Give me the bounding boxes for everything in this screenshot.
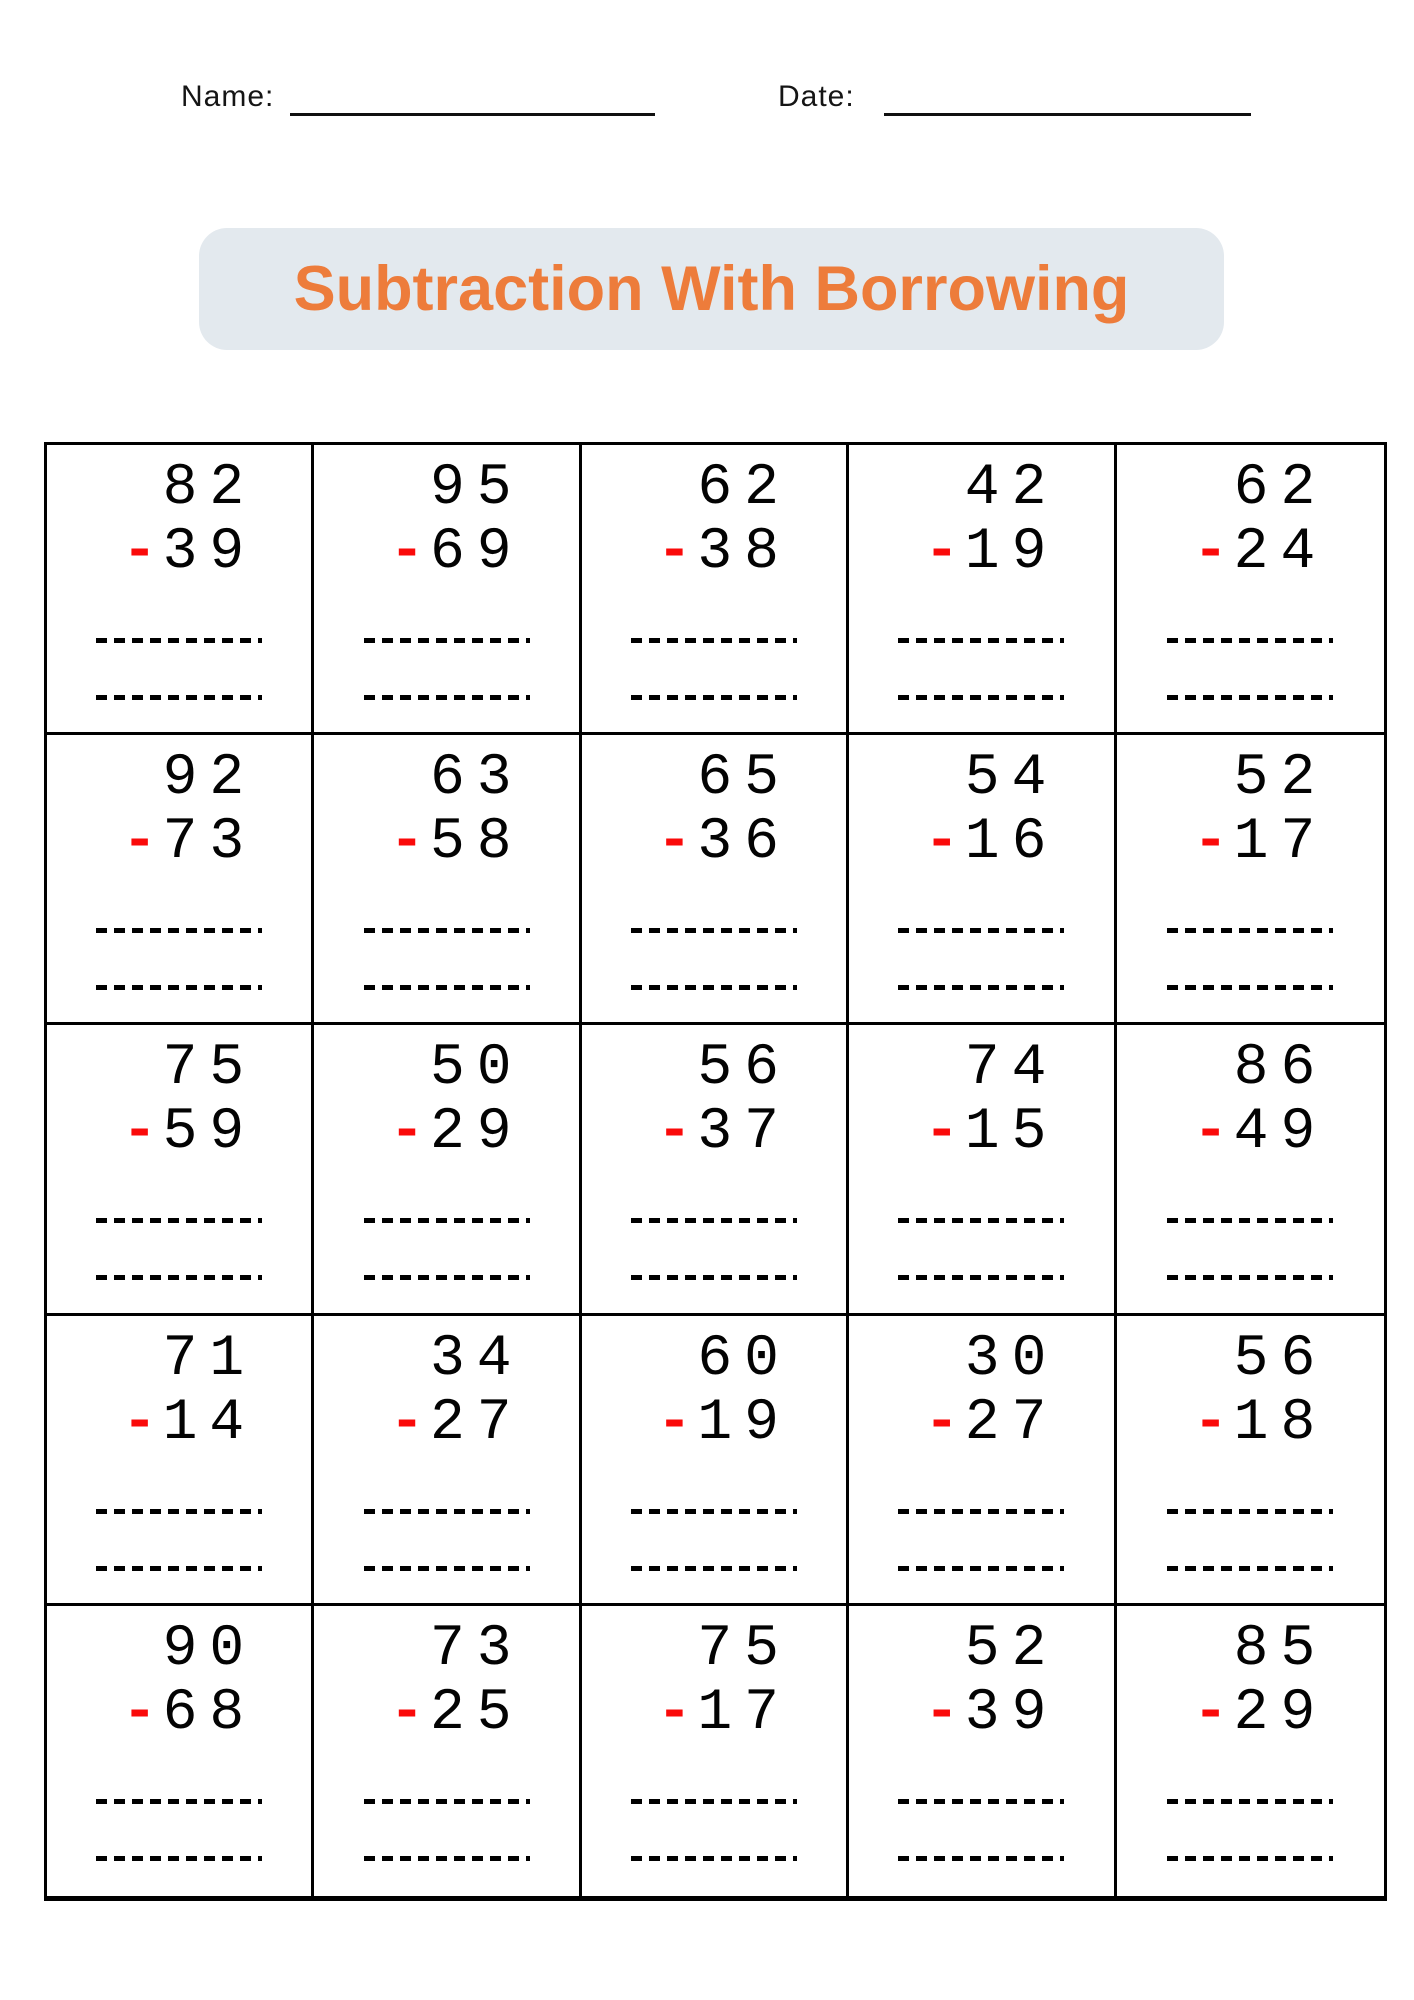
minus-sign: - [122, 1390, 157, 1456]
problem-cell [314, 735, 581, 1025]
answer-line [631, 638, 797, 643]
subtrahend: 27 [964, 1390, 1059, 1456]
subtrahend-row [364, 1392, 530, 1456]
minus-sign: - [656, 1390, 692, 1456]
page-title: Subtraction With Borrowing [293, 254, 1130, 324]
subtrahend: 29 [1233, 1680, 1328, 1746]
problem-cell [47, 735, 314, 1025]
answer-line [1167, 1566, 1333, 1571]
answer-line [1167, 985, 1333, 990]
answer-line [631, 1566, 797, 1571]
answer-line [96, 1566, 262, 1571]
problem-cell [47, 1316, 314, 1606]
problem-cell [1117, 1606, 1384, 1896]
subtrahend-row [898, 1392, 1064, 1456]
minuend: 90 [162, 1616, 257, 1682]
problem-cell [47, 1025, 314, 1315]
answer-line [631, 695, 797, 700]
minuend: 62 [1233, 456, 1328, 521]
problem-cell [582, 1606, 849, 1896]
minus-sign: - [122, 810, 157, 876]
answer-line [631, 1218, 797, 1223]
minuend: 56 [697, 1036, 791, 1102]
problem-cell [849, 735, 1116, 1025]
subtrahend: 59 [162, 1100, 257, 1166]
answer-line [1167, 928, 1333, 933]
answer-line [1167, 1275, 1333, 1280]
subtraction-problem [364, 1328, 530, 1571]
subtrahend-row [631, 1101, 797, 1165]
problem-cell [314, 1025, 581, 1315]
subtraction-problem [631, 1618, 797, 1861]
minuend: 63 [429, 746, 524, 812]
minuend: 92 [162, 746, 257, 812]
answer-line [364, 1799, 530, 1804]
subtrahend-row [96, 1682, 262, 1746]
subtraction-problem [898, 1618, 1064, 1861]
problem-cell [582, 1316, 849, 1606]
minus-sign: - [389, 1680, 425, 1746]
subtrahend-row [631, 811, 797, 875]
answer-line [96, 928, 262, 933]
subtrahend: 16 [964, 810, 1059, 876]
minuend: 75 [697, 1616, 791, 1682]
name-underline [290, 113, 655, 116]
subtrahend: 39 [162, 520, 257, 585]
minus-sign: - [924, 1680, 960, 1746]
problem-cell [47, 445, 314, 735]
minuend: 95 [429, 456, 524, 521]
minus-sign: - [656, 810, 692, 876]
subtrahend: 19 [697, 1390, 791, 1456]
subtraction-problem [364, 747, 530, 990]
minuend: 34 [429, 1326, 524, 1392]
minus-sign: - [656, 1100, 692, 1166]
answer-line [898, 1799, 1064, 1804]
minuend: 85 [1233, 1616, 1328, 1682]
subtrahend-row [96, 521, 262, 585]
problem-cell [314, 1606, 581, 1896]
minuend: 62 [697, 456, 791, 521]
minuend: 50 [429, 1036, 524, 1102]
date-label: Date: [778, 80, 855, 113]
subtrahend: 17 [697, 1680, 791, 1746]
minus-sign: - [924, 520, 960, 585]
subtraction-problem [631, 1037, 797, 1280]
answer-line [631, 1275, 797, 1280]
subtraction-problem [631, 1328, 797, 1571]
answer-line [1167, 695, 1333, 700]
answer-line [1167, 1218, 1333, 1223]
minuend: 42 [964, 456, 1059, 521]
minus-sign: - [1193, 1390, 1229, 1456]
minuend: 74 [964, 1036, 1059, 1102]
subtraction-problem [631, 457, 797, 700]
minus-sign: - [1193, 1100, 1229, 1166]
answer-line [631, 985, 797, 990]
subtraction-problem [1167, 1618, 1333, 1861]
date-underline [884, 113, 1251, 116]
subtrahend-row [1167, 521, 1333, 585]
minus-sign: - [1193, 520, 1229, 585]
subtrahend: 58 [429, 810, 524, 876]
answer-line [364, 928, 530, 933]
minus-sign: - [656, 520, 692, 585]
subtrahend-row [1167, 1682, 1333, 1746]
answer-line [96, 1799, 262, 1804]
subtrahend-row [631, 1392, 797, 1456]
answer-line [96, 638, 262, 643]
title-banner [199, 228, 1224, 350]
subtraction-problem [364, 1618, 530, 1861]
subtrahend-row [1167, 1101, 1333, 1165]
subtrahend-row [96, 811, 262, 875]
problem-cell [582, 445, 849, 735]
problem-cell [849, 1606, 1116, 1896]
problem-cell [582, 1025, 849, 1315]
answer-line [898, 1218, 1064, 1223]
subtrahend-row [631, 521, 797, 585]
minus-sign: - [122, 520, 157, 585]
answer-line [96, 1218, 262, 1223]
answer-line [898, 985, 1064, 990]
minuend: 82 [162, 456, 257, 521]
subtraction-problem [364, 1037, 530, 1280]
subtraction-problem [1167, 1328, 1333, 1571]
subtraction-problem [898, 747, 1064, 990]
problem-cell [314, 445, 581, 735]
answer-line [1167, 1856, 1333, 1861]
minuend: 56 [1233, 1326, 1328, 1392]
answer-line [898, 638, 1064, 643]
subtrahend-row [898, 1682, 1064, 1746]
subtrahend: 73 [162, 810, 257, 876]
minus-sign: - [389, 1100, 425, 1166]
subtrahend-row [96, 1101, 262, 1165]
problem-cell [1117, 735, 1384, 1025]
subtrahend: 24 [1233, 520, 1328, 585]
problem-cell [849, 445, 1116, 735]
subtrahend-row [898, 521, 1064, 585]
subtrahend: 38 [697, 520, 791, 585]
subtrahend-row [1167, 811, 1333, 875]
answer-line [631, 1799, 797, 1804]
subtraction-problem [96, 1618, 262, 1861]
problem-cell [1117, 1316, 1384, 1606]
minus-sign: - [1193, 810, 1229, 876]
answer-line [1167, 638, 1333, 643]
answer-line [96, 695, 262, 700]
subtrahend: 69 [429, 520, 524, 585]
answer-line [898, 1856, 1064, 1861]
answer-line [364, 1566, 530, 1571]
problem-cell [1117, 1025, 1384, 1315]
subtrahend-row [96, 1392, 262, 1456]
subtraction-problem [96, 747, 262, 990]
subtraction-problem [898, 1037, 1064, 1280]
minus-sign: - [122, 1680, 157, 1746]
subtrahend-row [898, 1101, 1064, 1165]
minuend: 52 [1233, 746, 1328, 812]
subtrahend: 37 [697, 1100, 791, 1166]
subtrahend-row [631, 1682, 797, 1746]
problem-cell [1117, 445, 1384, 735]
answer-line [1167, 1799, 1333, 1804]
answer-line [364, 985, 530, 990]
subtraction-problem [96, 457, 262, 700]
subtrahend: 14 [162, 1390, 257, 1456]
problem-cell [582, 735, 849, 1025]
subtrahend: 39 [964, 1680, 1059, 1746]
answer-line [898, 1275, 1064, 1280]
minus-sign: - [924, 1100, 960, 1166]
answer-line [96, 1856, 262, 1861]
answer-line [364, 1509, 530, 1514]
minuend: 71 [162, 1326, 257, 1392]
minuend: 73 [429, 1616, 524, 1682]
minuend: 60 [697, 1326, 791, 1392]
minuend: 65 [697, 746, 791, 812]
subtrahend-row [898, 811, 1064, 875]
problem-cell [849, 1025, 1116, 1315]
minuend: 54 [964, 746, 1059, 812]
subtrahend: 18 [1233, 1390, 1328, 1456]
name-label: Name: [181, 80, 275, 113]
subtrahend-row [364, 521, 530, 585]
subtrahend: 49 [1233, 1100, 1328, 1166]
minuend: 86 [1233, 1036, 1328, 1102]
minus-sign: - [924, 1390, 960, 1456]
subtraction-problem [364, 457, 530, 700]
subtraction-problem [96, 1328, 262, 1571]
minuend: 30 [964, 1326, 1059, 1392]
subtraction-problem [898, 457, 1064, 700]
minuend: 52 [964, 1616, 1059, 1682]
answer-line [898, 1566, 1064, 1571]
answer-line [364, 1275, 530, 1280]
subtrahend: 27 [429, 1390, 524, 1456]
minus-sign: - [389, 1390, 425, 1456]
subtrahend: 15 [964, 1100, 1059, 1166]
minus-sign: - [122, 1100, 157, 1166]
minus-sign: - [656, 1680, 692, 1746]
subtraction-problem [631, 747, 797, 990]
subtrahend: 29 [429, 1100, 524, 1166]
subtraction-problem [898, 1328, 1064, 1571]
problem-cell [314, 1316, 581, 1606]
answer-line [96, 1275, 262, 1280]
subtrahend: 19 [964, 520, 1059, 585]
answer-line [364, 638, 530, 643]
answer-line [631, 928, 797, 933]
minus-sign: - [389, 810, 425, 876]
subtrahend-row [364, 811, 530, 875]
answer-line [364, 1856, 530, 1861]
answer-line [898, 1509, 1064, 1514]
answer-line [364, 695, 530, 700]
subtrahend-row [364, 1682, 530, 1746]
problem-cell [47, 1606, 314, 1896]
subtraction-problem [1167, 747, 1333, 990]
subtrahend: 17 [1233, 810, 1328, 876]
answer-line [898, 695, 1064, 700]
minus-sign: - [389, 520, 425, 585]
answer-line [364, 1218, 530, 1223]
minus-sign: - [1193, 1680, 1229, 1746]
minuend: 75 [162, 1036, 257, 1102]
answer-line [631, 1856, 797, 1861]
subtraction-problem [96, 1037, 262, 1280]
subtrahend: 68 [162, 1680, 257, 1746]
answer-line [898, 928, 1064, 933]
subtraction-problem [1167, 457, 1333, 700]
subtrahend: 36 [697, 810, 791, 876]
subtrahend-row [364, 1101, 530, 1165]
minus-sign: - [924, 810, 960, 876]
answer-line [631, 1509, 797, 1514]
subtrahend-row [1167, 1392, 1333, 1456]
answer-line [96, 1509, 262, 1514]
answer-line [1167, 1509, 1333, 1514]
answer-line [96, 985, 262, 990]
subtrahend: 25 [429, 1680, 524, 1746]
problems-grid [44, 442, 1387, 1901]
subtraction-problem [1167, 1037, 1333, 1280]
problem-cell [849, 1316, 1116, 1606]
